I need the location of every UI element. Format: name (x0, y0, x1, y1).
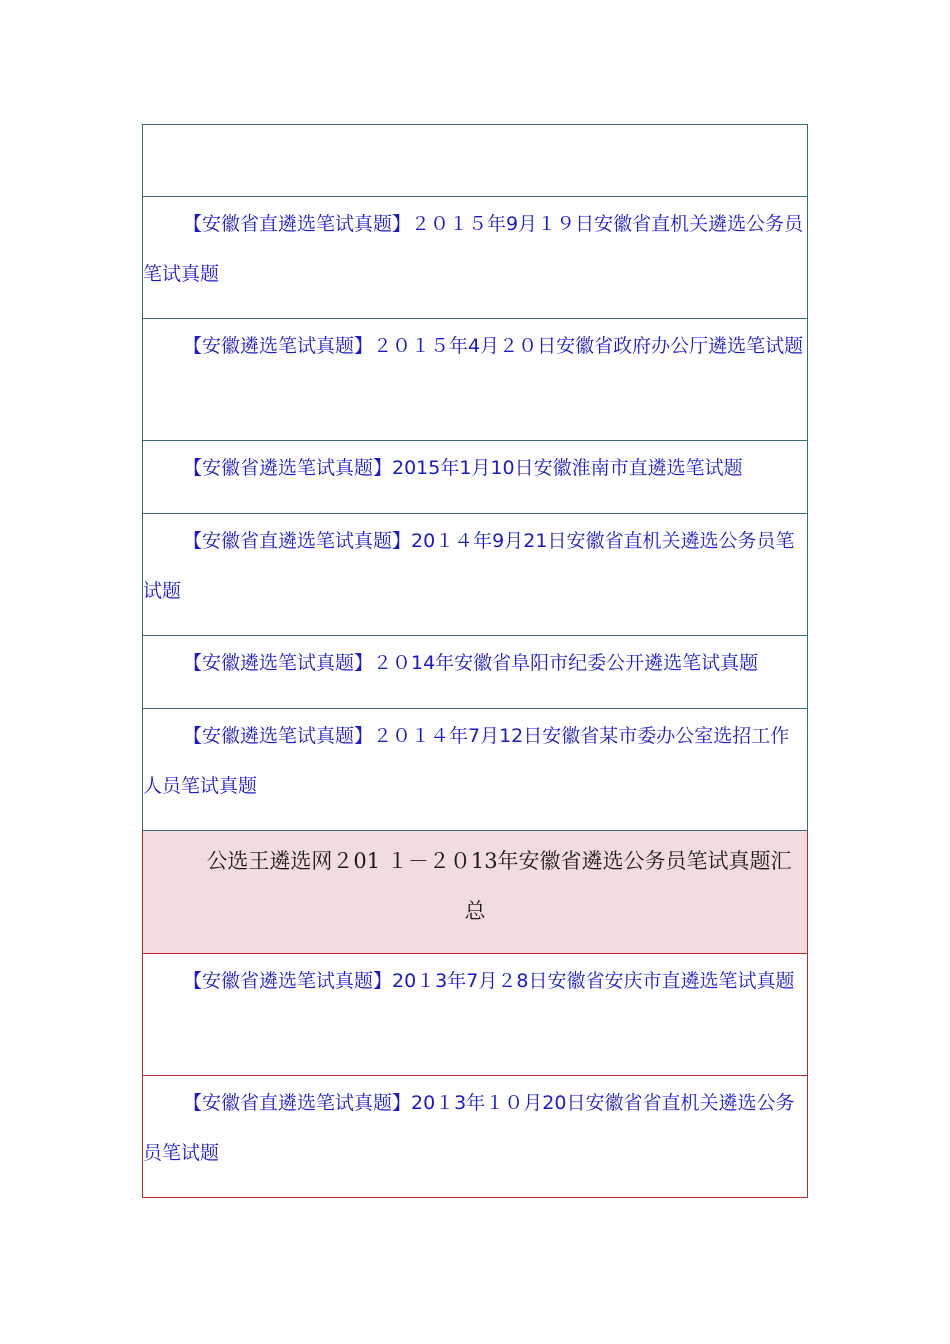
table-row (142, 197, 808, 319)
table-row (142, 514, 808, 636)
table-row (142, 636, 808, 709)
exam-link-2014-07-12[interactable]: 【安徽遴选笔试真题】２０１４年7月12日安徽省某市委办公室选招工作人员笔试真题 (143, 725, 790, 797)
table-row (142, 954, 808, 1076)
table-row (142, 1076, 808, 1198)
table-row (142, 319, 808, 441)
exam-link-2015-09-19[interactable]: 【安徽省直遴选笔试真题】２０１５年9月１９日安徽省直机关遴选公务员笔试真题 (143, 213, 804, 285)
table-row (142, 709, 808, 831)
table-row (142, 441, 808, 514)
section-header-row (142, 831, 808, 954)
section-header-title: 公选王遴选网２01 １－２０13年安徽省遴选公务员笔试真题汇总 (206, 849, 792, 923)
exam-link-2014-09-21[interactable]: 【安徽省直遴选笔试真题】20１４年9月21日安徽省直机关遴选公务员笔试题 (143, 530, 795, 602)
exam-papers-table (142, 124, 808, 1198)
exam-link-2014-fuyang[interactable]: 【安徽遴选笔试真题】２０14年安徽省阜阳市纪委公开遴选笔试真题 (183, 652, 759, 674)
exam-link-2015-04-20[interactable]: 【安徽遴选笔试真题】２０１５年4月２０日安徽省政府办公厅遴选笔试题 (183, 335, 804, 357)
exam-link-2013-10-20[interactable]: 【安徽省直遴选笔试真题】20１3年１０月20日安徽省省直机关遴选公务员笔试题 (143, 1092, 795, 1164)
exam-link-2015-01-10[interactable]: 【安徽省遴选笔试真题】2015年1月10日安徽淮南市直遴选笔试题 (183, 457, 743, 479)
table-row-empty (142, 124, 808, 197)
exam-link-2013-07-28[interactable]: 【安徽省遴选笔试真题】20１3年7月２8日安徽省安庆市直遴选笔试真题 (183, 970, 795, 992)
